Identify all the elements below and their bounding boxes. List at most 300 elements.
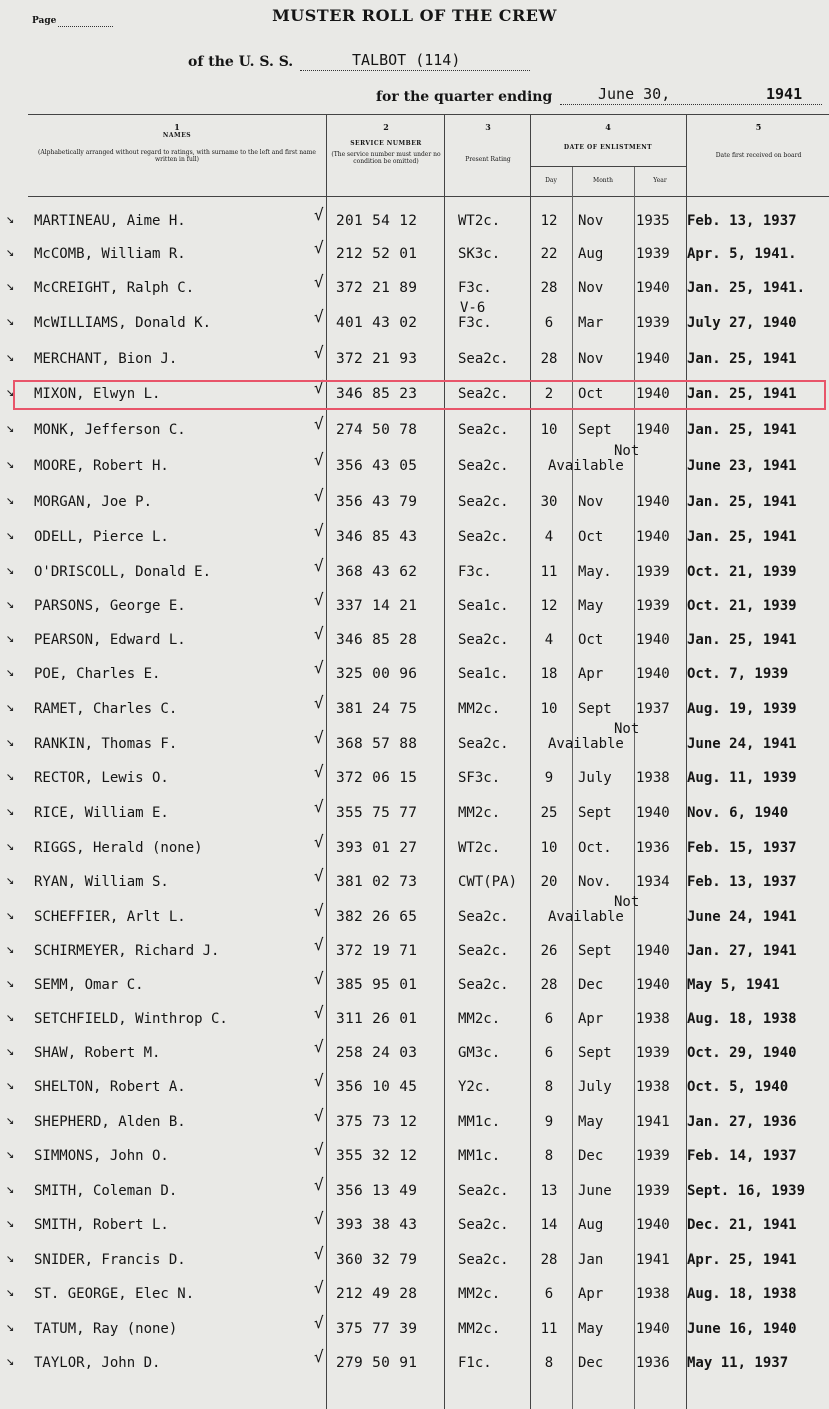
crew-name: SCHEFFIER, Arlt L.	[34, 909, 186, 925]
enlist-day: 12	[540, 213, 558, 229]
present-rating: CWT(PA)	[458, 874, 518, 890]
service-check: √	[314, 832, 324, 851]
table-row	[0, 721, 829, 762]
date-received: Jan. 27, 1936	[687, 1114, 797, 1130]
enlist-day: 28	[540, 280, 558, 296]
enlist-year: 1939	[636, 1148, 670, 1164]
check-mark: ↘	[6, 456, 15, 472]
enlist-month: Aug	[578, 246, 604, 262]
enlist-month: Oct	[578, 386, 604, 402]
enlist-month: May.	[578, 564, 612, 580]
check-mark: ↘	[6, 664, 15, 680]
enlist-month: Apr	[578, 1011, 604, 1027]
enlist-month: Sept	[578, 1045, 612, 1061]
enlist-month: July	[578, 1079, 612, 1095]
service-number: 372 06 15	[336, 770, 418, 786]
enlist-year: 1940	[636, 280, 670, 296]
table-row	[0, 414, 829, 448]
table-row	[0, 272, 829, 306]
enlist-year: 1940	[636, 805, 670, 821]
service-number: 360 32 79	[336, 1252, 418, 1268]
crew-name: SMITH, Coleman D.	[34, 1183, 178, 1199]
crew-name: McWILLIAMS, Donald K.	[34, 315, 212, 331]
enlist-year: 1937	[636, 701, 670, 717]
crew-name: RECTOR, Lewis O.	[34, 770, 169, 786]
crew-name: ST. GEORGE, Elec N.	[34, 1286, 195, 1302]
crew-name: PARSONS, George E.	[34, 598, 186, 614]
enlist-month: Oct	[578, 529, 604, 545]
table-row	[0, 300, 829, 341]
enlist-year: 1940	[636, 1217, 670, 1233]
service-number: 356 13 49	[336, 1183, 418, 1199]
table-row	[0, 590, 829, 624]
enlist-year: 1940	[636, 351, 670, 367]
enlist-day: 28	[540, 351, 558, 367]
service-number: 279 50 91	[336, 1355, 418, 1371]
check-mark: ↘	[6, 492, 15, 508]
date-received: May 11, 1937	[687, 1355, 789, 1371]
check-mark: ↘	[6, 278, 15, 294]
enlist-month: June	[578, 1183, 612, 1199]
check-mark: ↘	[6, 734, 15, 750]
date-received: Oct. 21, 1939	[687, 598, 797, 614]
present-rating: MM1c.	[458, 1148, 501, 1164]
present-rating: F3c.	[458, 564, 492, 580]
present-rating: Sea2c.	[458, 1252, 509, 1268]
enlist-day: 18	[540, 666, 558, 682]
crew-name: SNIDER, Francis D.	[34, 1252, 186, 1268]
enlist-month: Nov	[578, 494, 604, 510]
table-row	[0, 1106, 829, 1140]
crew-name: SHELTON, Robert A.	[34, 1079, 186, 1095]
present-rating: GM3c.	[458, 1045, 501, 1061]
date-received: July 27, 1940	[687, 315, 797, 331]
crew-name: MERCHANT, Bion J.	[34, 351, 178, 367]
service-number: 401 43 02	[336, 315, 418, 331]
service-number: 346 85 43	[336, 529, 418, 545]
enlist-month: Nov	[578, 351, 604, 367]
enlist-day: 9	[544, 770, 554, 786]
service-number: 375 77 39	[336, 1321, 418, 1337]
crew-name: TATUM, Ray (none)	[34, 1321, 178, 1337]
present-rating: Sea2c.	[458, 529, 509, 545]
check-mark: ↘	[6, 1009, 15, 1025]
service-number: 212 49 28	[336, 1286, 418, 1302]
service-number: 393 01 27	[336, 840, 418, 856]
present-rating: Y2c.	[458, 1079, 492, 1095]
date-received: Jan. 25, 1941	[687, 632, 797, 648]
table-row	[0, 1037, 829, 1071]
enlistment-note: Available	[548, 909, 624, 925]
col1-header: 1 NAMES (Alphabetically arranged without regard to ratings, with surname to the left and first name written in full)	[38, 122, 316, 163]
enlist-month: May	[578, 598, 604, 614]
table-row	[0, 486, 829, 520]
enlist-day: 28	[540, 1252, 558, 1268]
service-check: √	[314, 1037, 324, 1056]
check-mark: ↘	[6, 1181, 15, 1197]
table-row	[0, 1244, 829, 1278]
service-check: √	[314, 272, 324, 291]
crew-name: RAMET, Charles C.	[34, 701, 178, 717]
present-rating: WT2c.	[458, 840, 501, 856]
check-mark: ↘	[6, 527, 15, 543]
enlist-day: 11	[540, 564, 558, 580]
present-rating: Sea2c.	[458, 458, 509, 474]
enlist-day: 12	[540, 598, 558, 614]
col5-header: 5 Date first received on board	[715, 122, 802, 159]
enlist-year: 1939	[636, 564, 670, 580]
date-received: Aug. 19, 1939	[687, 701, 797, 717]
present-rating: Sea2c.	[458, 977, 509, 993]
service-number: 375 73 12	[336, 1114, 418, 1130]
col4-month-header: Month	[593, 177, 613, 184]
enlist-month: Nov	[578, 280, 604, 296]
crew-name: SEMM, Omar C.	[34, 977, 144, 993]
present-rating: F3c.	[458, 280, 492, 296]
enlist-day: 13	[540, 1183, 558, 1199]
enlistment-note: Not	[614, 894, 640, 910]
date-received: June 24, 1941	[687, 736, 797, 752]
enlist-year: 1940	[636, 666, 670, 682]
quarter-year: 1941	[766, 85, 803, 103]
enlist-day: 2	[544, 386, 554, 402]
service-number: 372 19 71	[336, 943, 418, 959]
crew-name: MARTINEAU, Aime H.	[34, 213, 186, 229]
service-number: 372 21 93	[336, 351, 418, 367]
date-received: Feb. 13, 1937	[687, 213, 797, 229]
table-row	[0, 1003, 829, 1037]
enlist-year: 1940	[636, 632, 670, 648]
enlist-year: 1939	[636, 315, 670, 331]
enlist-year: 1938	[636, 1011, 670, 1027]
service-check: √	[314, 658, 324, 677]
table-row	[0, 797, 829, 831]
check-mark: ↘	[6, 630, 15, 646]
service-check: √	[314, 1244, 324, 1263]
enlist-day: 6	[544, 1286, 554, 1302]
crew-name: MOORE, Robert H.	[34, 458, 169, 474]
date-received: Jan. 25, 1941	[687, 422, 797, 438]
present-rating: MM2c.	[458, 1321, 501, 1337]
enlist-year: 1941	[636, 1114, 670, 1130]
crew-name: RYAN, William S.	[34, 874, 169, 890]
date-received: Oct. 5, 1940	[687, 1079, 789, 1095]
service-number: 325 00 96	[336, 666, 418, 682]
quarter-label: for the quarter ending	[376, 89, 553, 105]
enlist-month: Mar	[578, 315, 604, 331]
enlist-month: Apr	[578, 666, 604, 682]
service-check: √	[314, 1313, 324, 1332]
service-number: 393 38 43	[336, 1217, 418, 1233]
present-rating: SK3c.	[458, 246, 501, 262]
enlist-day: 11	[540, 1321, 558, 1337]
enlist-day: 6	[544, 315, 554, 331]
crew-name: SHAW, Robert M.	[34, 1045, 161, 1061]
document-title: MUSTER ROLL OF THE CREW	[272, 6, 557, 25]
enlist-year: 1940	[636, 494, 670, 510]
crew-name: O'DRISCOLL, Donald E.	[34, 564, 212, 580]
check-mark: ↘	[6, 596, 15, 612]
present-rating: Sea1c.	[458, 598, 509, 614]
service-number: 355 32 12	[336, 1148, 418, 1164]
present-rating: MM2c.	[458, 701, 501, 717]
date-received: Feb. 14, 1937	[687, 1148, 797, 1164]
col4-day-header: Day	[545, 177, 557, 184]
service-check: √	[314, 1209, 324, 1228]
enlistment-note: Not	[614, 443, 640, 459]
check-mark: ↘	[6, 975, 15, 991]
crew-name: TAYLOR, John D.	[34, 1355, 161, 1371]
service-number: 381 24 75	[336, 701, 418, 717]
enlist-day: 30	[540, 494, 558, 510]
date-received: Feb. 13, 1937	[687, 874, 797, 890]
date-received: Oct. 29, 1940	[687, 1045, 797, 1061]
quarter-line	[560, 104, 822, 105]
table-row	[0, 969, 829, 1003]
crew-name: RANKIN, Thomas F.	[34, 736, 178, 752]
present-rating: Sea1c.	[458, 666, 509, 682]
present-rating: MM2c.	[458, 1286, 501, 1302]
service-number: 372 21 89	[336, 280, 418, 296]
check-mark: ↘	[6, 1353, 15, 1369]
date-received: Jan. 25, 1941	[687, 351, 797, 367]
service-check: √	[314, 728, 324, 747]
present-rating: Sea2c.	[458, 422, 509, 438]
enlistment-note: Not	[614, 721, 640, 737]
service-check: √	[314, 1106, 324, 1125]
table-row	[0, 624, 829, 658]
crew-name: SHEPHERD, Alden B.	[34, 1114, 186, 1130]
service-check: √	[314, 238, 324, 257]
service-check: √	[314, 378, 324, 397]
table-row	[0, 693, 829, 727]
service-check: √	[314, 590, 324, 609]
service-number: 356 43 79	[336, 494, 418, 510]
date-received: Sept. 16, 1939	[687, 1183, 806, 1199]
service-number: 274 50 78	[336, 422, 418, 438]
service-number: 346 85 23	[336, 386, 418, 402]
enlist-year: 1939	[636, 1183, 670, 1199]
present-rating: MM2c.	[458, 1011, 501, 1027]
date-received: Aug. 11, 1939	[687, 770, 797, 786]
ship-label: of the U. S. S.	[188, 54, 294, 70]
service-check: √	[314, 935, 324, 954]
table-row	[0, 1209, 829, 1243]
enlist-day: 8	[544, 1148, 554, 1164]
table-row	[0, 658, 829, 692]
enlist-day: 6	[544, 1045, 554, 1061]
check-mark: ↘	[6, 803, 15, 819]
enlist-month: Dec	[578, 1355, 604, 1371]
present-rating: F3c.	[458, 315, 492, 331]
check-mark: ↘	[6, 699, 15, 715]
enlist-day: 8	[544, 1079, 554, 1095]
date-received: Apr. 25, 1941	[687, 1252, 797, 1268]
enlist-year: 1935	[636, 213, 670, 229]
enlist-day: 6	[544, 1011, 554, 1027]
date-received: Aug. 18, 1938	[687, 1286, 797, 1302]
service-number: 258 24 03	[336, 1045, 418, 1061]
table-row	[0, 521, 829, 555]
crew-name: ODELL, Pierce L.	[34, 529, 169, 545]
enlist-year: 1940	[636, 977, 670, 993]
enlist-day: 10	[540, 701, 558, 717]
service-check: √	[314, 624, 324, 643]
table-row	[0, 443, 829, 484]
service-check: √	[314, 1175, 324, 1194]
service-check: √	[314, 450, 324, 469]
service-number: 337 14 21	[336, 598, 418, 614]
service-number: 356 10 45	[336, 1079, 418, 1095]
service-check: √	[314, 1347, 324, 1366]
present-rating: WT2c.	[458, 213, 501, 229]
table-row	[0, 1071, 829, 1105]
col3-header: 3 Present Rating	[465, 122, 511, 163]
enlist-day: 4	[544, 529, 554, 545]
present-rating: Sea2c.	[458, 494, 509, 510]
date-received: June 23, 1941	[687, 458, 797, 474]
enlist-year: 1939	[636, 1045, 670, 1061]
check-mark: ↘	[6, 562, 15, 578]
service-check: √	[314, 521, 324, 540]
date-received: Jan. 27, 1941	[687, 943, 797, 959]
check-mark: ↘	[6, 768, 15, 784]
check-mark: ↘	[6, 1250, 15, 1266]
enlist-month: Sept	[578, 805, 612, 821]
present-rating: Sea2c.	[458, 943, 509, 959]
date-received: Jan. 25, 1941	[687, 494, 797, 510]
service-check: √	[314, 343, 324, 362]
enlist-year: 1939	[636, 598, 670, 614]
present-rating: SF3c.	[458, 770, 501, 786]
enlist-year: 1940	[636, 386, 670, 402]
check-mark: ↘	[6, 244, 15, 260]
enlist-month: Dec	[578, 977, 604, 993]
table-row	[0, 894, 829, 935]
service-number: 382 26 65	[336, 909, 418, 925]
enlist-year: 1940	[636, 943, 670, 959]
enlist-day: 25	[540, 805, 558, 821]
table-row	[0, 866, 829, 900]
enlist-year: 1938	[636, 770, 670, 786]
enlist-month: May	[578, 1321, 604, 1337]
date-received: Jan. 25, 1941	[687, 386, 797, 402]
ship-name: TALBOT (114)	[352, 51, 461, 69]
enlist-day: 4	[544, 632, 554, 648]
crew-name: MORGAN, Joe P.	[34, 494, 153, 510]
col4-header: 4 DATE OF ENLISTMENT	[563, 122, 653, 151]
crew-name: MIXON, Elwyn L.	[34, 386, 161, 402]
service-check: √	[314, 797, 324, 816]
crew-name: POE, Charles E.	[34, 666, 161, 682]
table-row	[0, 556, 829, 590]
check-mark: ↘	[6, 384, 15, 400]
quarter-date: June 30,	[598, 85, 671, 103]
present-rating: Sea2c.	[458, 386, 509, 402]
check-mark: ↘	[6, 1215, 15, 1231]
check-mark: ↘	[6, 838, 15, 854]
service-check: √	[314, 1278, 324, 1297]
enlist-month: May	[578, 1114, 604, 1130]
enlist-day: 28	[540, 977, 558, 993]
enlist-day: 8	[544, 1355, 554, 1371]
enlist-month: July	[578, 770, 612, 786]
table-top-rule	[28, 114, 829, 115]
enlist-year: 1934	[636, 874, 670, 890]
check-mark: ↘	[6, 1043, 15, 1059]
enlist-month: Sept	[578, 422, 612, 438]
present-rating: Sea2c.	[458, 909, 509, 925]
service-check: √	[314, 762, 324, 781]
check-mark: ↘	[6, 1319, 15, 1335]
check-mark: ↘	[6, 211, 15, 227]
enlist-month: Sept	[578, 701, 612, 717]
crew-name: RICE, William E.	[34, 805, 169, 821]
table-row	[0, 1278, 829, 1312]
date-received: Apr. 5, 1941.	[687, 246, 797, 262]
page-label: Page	[32, 16, 57, 26]
date-received: Jan. 25, 1941.	[687, 280, 806, 296]
check-mark: ↘	[6, 941, 15, 957]
check-mark: ↘	[6, 907, 15, 923]
service-check: √	[314, 486, 324, 505]
date-received: Aug. 18, 1938	[687, 1011, 797, 1027]
enlist-year: 1940	[636, 1321, 670, 1337]
enlist-month: Jan	[578, 1252, 604, 1268]
enlist-day: 20	[540, 874, 558, 890]
check-mark: ↘	[6, 1077, 15, 1093]
service-number: 201 54 12	[336, 213, 418, 229]
crew-name: McCOMB, William R.	[34, 246, 186, 262]
service-check: √	[314, 901, 324, 920]
enlistment-note: Available	[548, 458, 624, 474]
present-rating: Sea2c.	[458, 632, 509, 648]
table-row	[0, 832, 829, 866]
enlist-month: Sept	[578, 943, 612, 959]
crew-name: RIGGS, Herald (none)	[34, 840, 203, 856]
date-received: Oct. 7, 1939	[687, 666, 789, 682]
enlist-year: 1941	[636, 1252, 670, 1268]
present-rating: MM2c.	[458, 805, 501, 821]
service-check: √	[314, 205, 324, 224]
rating-note: V-6	[460, 300, 486, 316]
enlist-year: 1936	[636, 840, 670, 856]
enlist-month: Dec	[578, 1148, 604, 1164]
check-mark: ↘	[6, 313, 15, 329]
present-rating: Sea2c.	[458, 1183, 509, 1199]
crew-name: SIMMONS, John O.	[34, 1148, 169, 1164]
table-row	[0, 1313, 829, 1347]
enlist-month: Oct	[578, 632, 604, 648]
table-row	[0, 935, 829, 969]
enlist-month: Nov	[578, 213, 604, 229]
service-number: 356 43 05	[336, 458, 418, 474]
present-rating: Sea2c.	[458, 1217, 509, 1233]
enlist-month: Aug	[578, 1217, 604, 1233]
date-received: Oct. 21, 1939	[687, 564, 797, 580]
service-check: √	[314, 1003, 324, 1022]
check-mark: ↘	[6, 1146, 15, 1162]
table-row	[0, 1347, 829, 1381]
service-check: √	[314, 866, 324, 885]
crew-name: PEARSON, Edward L.	[34, 632, 186, 648]
table-row	[0, 343, 829, 377]
table-row	[0, 205, 829, 239]
service-check: √	[314, 556, 324, 575]
enlist-day: 10	[540, 422, 558, 438]
enlist-month: Oct.	[578, 840, 612, 856]
date-received: Feb. 15, 1937	[687, 840, 797, 856]
